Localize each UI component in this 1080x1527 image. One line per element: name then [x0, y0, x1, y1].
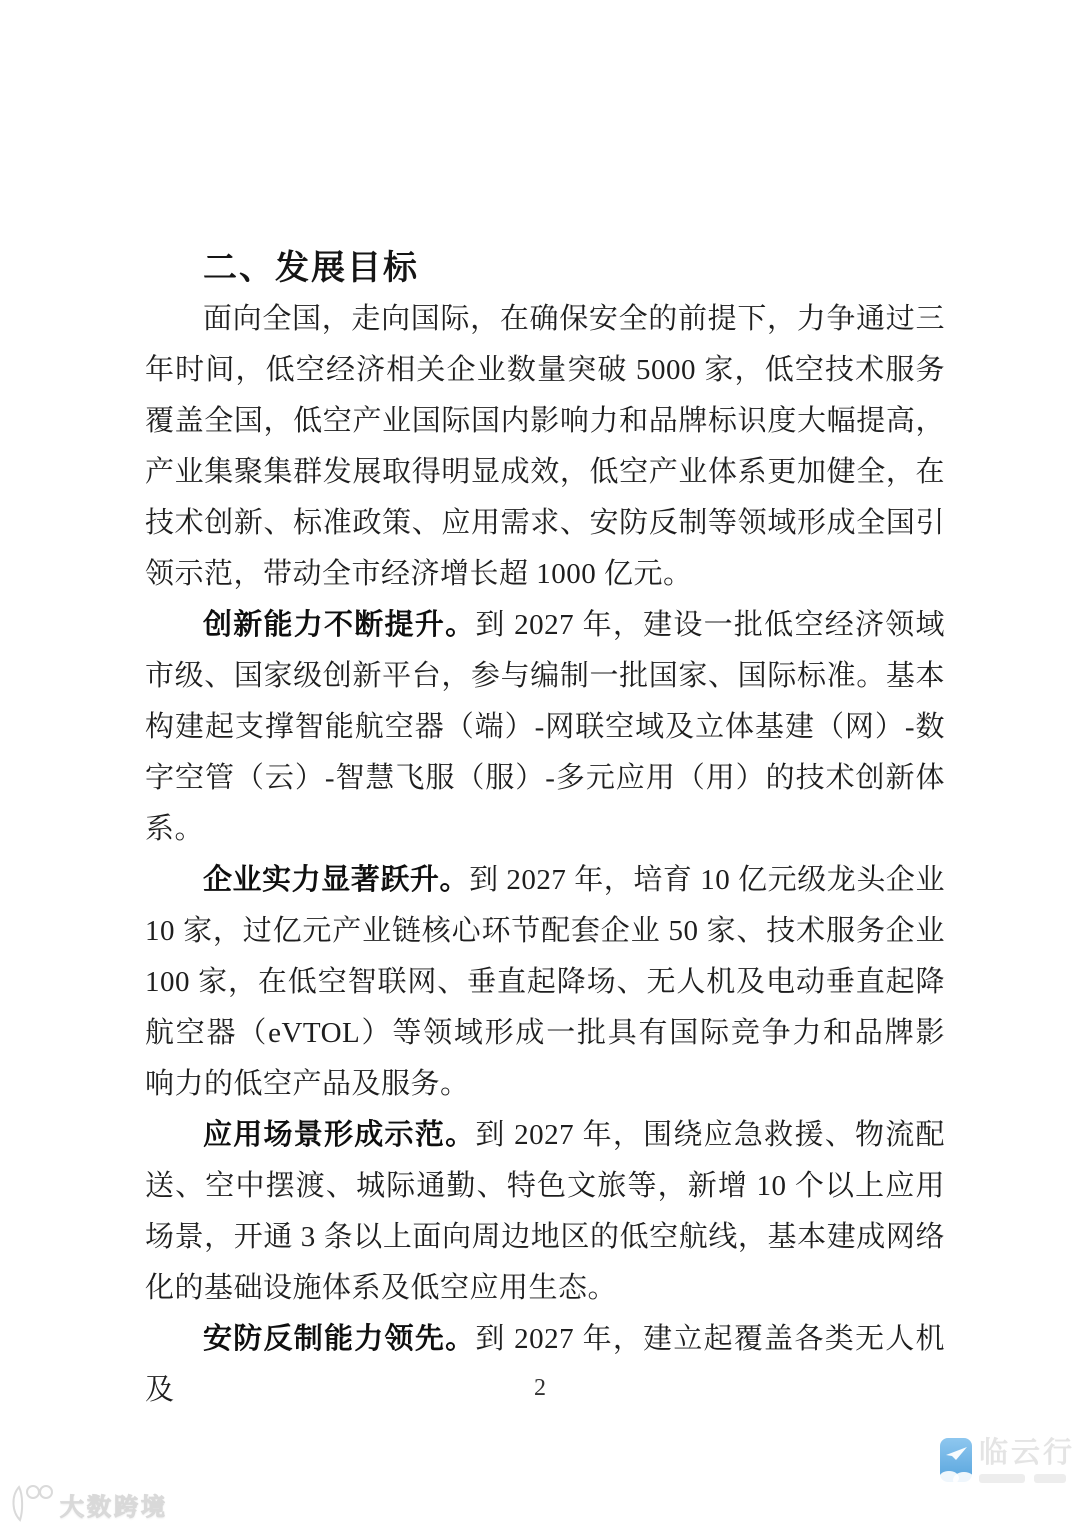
- document-body: [145, 243, 945, 1416]
- paragraph-lead: 安防反制能力领先。: [203, 1323, 476, 1355]
- paragraph-innovation: [145, 600, 945, 855]
- paragraph-text: 到 2027 年，培育 10 亿元级龙头企业 10 家，过亿元产业链核心环节配套企业 50 家、技术服务企业 100 家，在低空智联网、垂直起降场、无人机及电动垂直起降航空器（eVTOL）等领域形成一批具有国际竞争力和品牌影响力的低空产品及服务。: [145, 864, 945, 1100]
- paragraph-enterprise: [145, 855, 945, 1110]
- paragraph-text: 面向全国，走向国际，在确保安全的前提下，力争通过三年时间，低空经济相关企业数量突破 5000 家，低空技术服务覆盖全国，低空产业国际国内影响力和品牌标识度大幅提高，产业集聚集群发展取得明显成效，低空产业体系更加健全，在技术创新、标准政策、应用需求、安防反制等领域形成全国引领示范，带动全市经济增长超 1000 亿元。: [145, 303, 945, 590]
- watermark-bottom-left: [8, 1480, 168, 1527]
- dashu-logo-icon: [8, 1480, 54, 1527]
- paragraph-text: 到 2027 年，围绕应急救援、物流配送、空中摆渡、城际通勤、特色文旅等，新增 10 个以上应用场景，开通 3 条以上面向周边地区的低空航线，基本建成网络化的基础设施体系及低空应用生态。: [145, 1119, 945, 1304]
- page-number: 2: [534, 1375, 546, 1401]
- paragraph-text: 到 2027 年，建设一批低空经济领域市级、国家级创新平台，参与编制一批国家、国际标准。基本构建起支撑智能航空器（端）-网联空域及立体基建（网）-数字空管（云）-智慧飞服（服）-多元应用（用）的技术创新体系。: [145, 609, 945, 845]
- paragraph-text: 到 2027 年，建立起覆盖各类无人机及: [145, 1323, 945, 1406]
- watermark-brand-text: 大数跨境: [60, 1494, 168, 1521]
- linyunxing-app-icon: [940, 1438, 972, 1487]
- paragraph-application: [145, 1110, 945, 1314]
- logo-tagline-bars: [979, 1474, 1075, 1483]
- paragraph-lead: 企业实力显著跃升。: [203, 864, 470, 896]
- watermark-brand-text: 临云行: [979, 1437, 1076, 1469]
- paragraph-lead: 创新能力不断提升。: [203, 609, 476, 641]
- paragraph-lead: 应用场景形成示范。: [203, 1119, 476, 1151]
- watermark-bottom-right: [940, 1438, 1075, 1487]
- tagline-bar: [1034, 1474, 1066, 1483]
- paragraph-overview: [145, 294, 945, 600]
- tagline-bar: [979, 1474, 1025, 1483]
- section-heading: 二、发展目标: [203, 249, 419, 287]
